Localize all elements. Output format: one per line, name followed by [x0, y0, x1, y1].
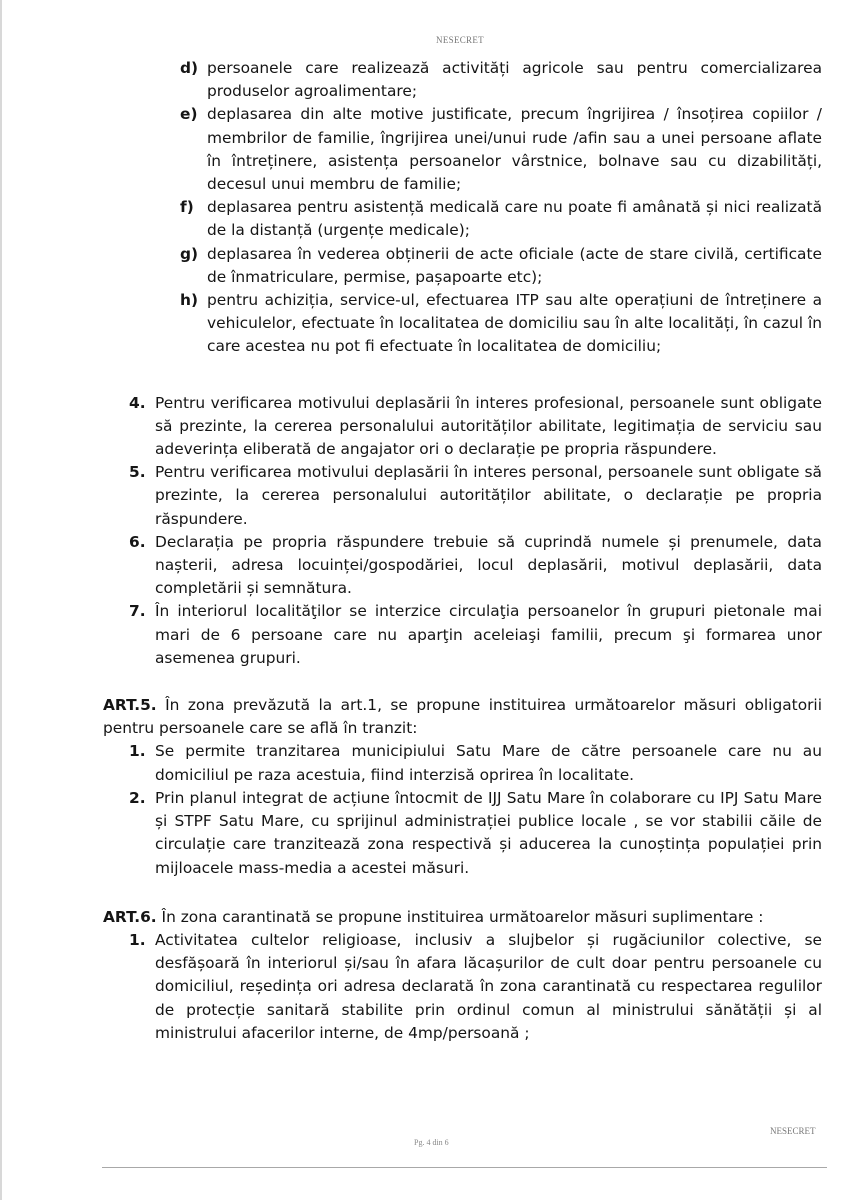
list-item: [103, 600, 822, 670]
list-text: Pentru verificarea motivului deplasării în interes profesional, persoanele sunt obligate să prezinte, la cererea personalului autorităților abilitate, legitimația de serviciu sau adeverința eliberată de angajator ori o declarație pe propria răspundere.: [155, 393, 822, 459]
list-item: [103, 531, 822, 601]
article-heading: [103, 906, 822, 929]
list-item: [103, 289, 822, 359]
page-edge: [0, 0, 2, 1200]
list-item: [103, 787, 822, 880]
list-label: 1.: [129, 930, 146, 949]
lettered-list: [103, 57, 822, 359]
list-label: 6.: [129, 532, 146, 551]
list-text: Se permite tranzitarea municipiului Satu Mare de către persoanele care nu au domiciliul pe raza acestuia, fiind interzisă oprirea în localitate.: [155, 742, 822, 784]
list-text: Pentru verificarea motivului deplasării în interes personal, persoanele sunt obligate să prezinte, la cererea personalului autorităților abilitate, o declarație pe propria răspundere.: [155, 463, 822, 528]
list-label: g): [180, 244, 199, 263]
list-text: deplasarea pentru asistență medicală care nu poate fi amânată și nici realizată de la distanță (urgențe medicale);: [207, 198, 822, 240]
list-item: [103, 740, 822, 786]
list-label: 2.: [129, 788, 146, 807]
list-text: pentru achiziția, service-ul, efectuarea ITP sau alte operațiuni de întreținere a vehiculelor, efectuate în localitatea de domiciliu sau în alte localități, în cazul în care acestea nu pot fi efectuate în localitatea de domiciliu;: [207, 291, 822, 356]
footer-divider: [102, 1167, 827, 1168]
article-intro: În zona prevăzută la art.1, se propune instituirea următoarelor măsuri obligatorii pentru persoanele care se află în tranzit:: [103, 696, 822, 738]
article-5: [103, 694, 822, 880]
list-text: În interiorul localităţilor se interzice circulaţia persoanelor în grupuri pietonale mai mari de 6 persoane care nu aparţin aceleiaşi familii, precum şi formarea unor asemenea grupuri.: [155, 602, 822, 667]
article-heading: [103, 694, 822, 740]
article-label: ART.5.: [103, 696, 157, 715]
list-item: [103, 196, 822, 242]
list-item: [103, 243, 822, 289]
list-label: d): [180, 59, 199, 77]
list-text: Declarația pe propria răspundere trebuie să cuprindă numele și prenumele, data nașterii, adresa locuinței/gospodăriei, locul deplasării, motivul deplasării, data completării și semnătura.: [155, 532, 822, 598]
list-text: persoanele care realizează activități agricole sau pentru comercializarea produselor agroalimentare;: [207, 59, 822, 101]
footer-classification: NESECRET: [770, 1126, 816, 1136]
page-number: Pg. 4 din 6: [414, 1138, 449, 1147]
list-text: Prin planul integrat de acțiune întocmit de IJJ Satu Mare în colaborare cu IPJ Satu Mare și STPF Satu Mare, cu sprijinul administrației publice locale , se vor stabilii căile de circulație care tranzitează zona respectivă și aducerea la cunoștința populației prin mijloacele mass-media a acestei măsuri.: [155, 788, 822, 877]
list-label: 7.: [129, 602, 146, 621]
list-label: 4.: [129, 393, 146, 412]
list-label: f): [180, 198, 194, 217]
header-classification: NESECRET: [436, 35, 484, 45]
list-item: [103, 929, 822, 1045]
list-label: h): [180, 291, 198, 310]
list-text: deplasarea din alte motive justificate, precum îngrijirea / însoțirea copiilor / membrilor de familie, îngrijirea unei/unui rude /afin sau a unei persoane aflate în întreținere, asistența persoanelor vârstnice, bolnave sau cu dizabilități, decesul unui membru de familie;: [207, 105, 822, 194]
article-label: ART.6.: [103, 907, 157, 926]
list-item: [103, 57, 822, 103]
document-body: [103, 57, 822, 1045]
list-text: Activitatea cultelor religioase, inclusiv a slujbelor și rugăciunilor colective, se desfășoară în interiorul și/sau în afara lăcașurilor de cult doar pentru persoanele cu domiciliul, reședința ori adresa declarată în zona carantinată cu respectarea regulilor de protecție sanitară stabilite prin ordinul comun al ministrului sănătății și al ministrului afacerilor interne, de 4mp/persoană ;: [155, 930, 822, 1042]
list-item: [103, 392, 822, 462]
list-item: [103, 103, 822, 196]
list-item: [103, 461, 822, 531]
list-label: 1.: [129, 742, 146, 761]
article-6: [103, 906, 822, 1045]
article-intro: În zona carantinată se propune instituirea următoarelor măsuri suplimentare :: [161, 907, 764, 926]
list-label: e): [180, 105, 198, 124]
numbered-list: [103, 392, 822, 670]
list-text: deplasarea în vederea obținerii de acte oficiale (acte de stare civilă, certificate de înmatriculare, permise, pașapoarte etc);: [207, 244, 822, 286]
list-label: 5.: [129, 463, 146, 482]
